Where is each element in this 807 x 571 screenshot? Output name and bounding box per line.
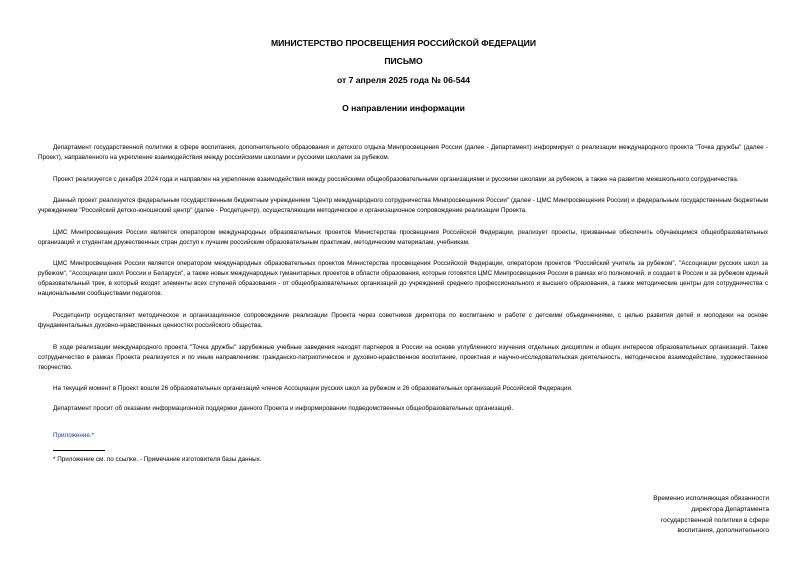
document-type: ПИСЬМО [384,56,423,66]
paragraph-5: ЦМС Минпросвещения России является оператором международных образовательных проектов Министерства просвещения Российской Федерации, оператором проектов "Российский учитель за рубежом", "Ассоциации русских школ за рубежом", "Ассоциации школ России и Беларуси", а также новых международных гуманитарных проектов в области образования, которые готовятся ЦМС Минпросвещения России в рамках его полномочий, и создает в России и за рубежом единый образовательный трек, в который входят элементы всех ступеней образования - от общеобразовательных организаций до учреждений среднего профессионального и высшего образования, а также методические центры для сотрудничества с национальными сообществами педагогов. [38,260,768,298]
paragraph-6: Росдетцентр осуществляет методическое и организационное сопровождение реализации Проекта через советников директора по воспитанию и работе с детскими объединениями, с целью развития детей и молодежи на основе фундаментальных духовно-нравственных ценностях российского общества. [38,311,768,329]
paragraph-9: Департамент просит об оказании информационной поддержки данного Проекта и информировании подведомственных общеобразовательных организаций. [53,405,514,413]
document-subject: О направлении информации [342,103,465,113]
signature-line-1: Временно исполняющая обязанности [653,495,769,502]
paragraph-3: Данный проект реализуется федеральным государственным бюджетным учреждением "Центр международного сотрудничества Минпросвещения России" (далее - ЦМС Минпросвещения России) и федеральным государственным бюджетным учреждением "Российский детско-юношеский центр" (далее - Росдетцентр), осуществляющим методическое и организационное сопровождение реализации Проекта. [38,197,768,215]
paragraph-4: ЦМС Минпросвещения России является оператором международных образовательных проектов Министерства просвещения Российской Федерации, реализует проекты, призванные обеспечить обучающимся общеобразовательных организаций и студентам дружественных стран доступ к лучшим российским образовательным практикам, методическим материалам, учебникам. [38,228,768,246]
signature-block [653,494,769,537]
footnote-divider [53,450,105,451]
paragraph-8: На текущий момент в Проект вошли 26 образовательных организаций членов Ассоциации русских школ за рубежом и 26 образовательных организаций Российской Федерации. [53,385,573,393]
footnote: * Приложение см. по ссылке. - Примечание изготовителя базы данных. [53,456,262,463]
ministry-title: МИНИСТЕРСТВО ПРОСВЕЩЕНИЯ РОССИЙСКОЙ ФЕДЕРАЦИИ [270,38,537,48]
paragraph-7: В ходе реализации международного проекта "Точка дружбы" зарубежные учебные заведения находят партнеров в России на основе углубленного изучения отдельных дисциплин и общих интересов образовательных организаций. Также сотрудничество в рамках Проекта реализуется и по иным направлениям: гражданско-патриотическое и духовно-нравственное воспитание, проектная и научно-исследовательская деятельность, методическое взаимодействие, художественное творчество. [38,343,768,371]
signature-line-4: воспитания, дополнительного [677,527,769,535]
document-body [38,143,768,442]
signature-line-3: государственной политики в сфере [660,516,769,524]
paragraph-1: Департамент государственной политики в сфере воспитания, дополнительного образования и детского отдыха Минпросвещения России (далее - Департамент) информирует о реализации международного проекта "Точка дружбы" (далее - Проект), направленного на укрепление взаимодействия между российскими школами и русскими школами за рубежом. [38,144,768,161]
paragraph-2: Проект реализуется с декабря 2024 года и направлен на укрепление взаимодействия между российскими общеобразовательными организациями и русскими школами за рубежом, а также на развитие межшкольного сотрудничества. [53,175,739,183]
attachment-link[interactable]: Приложение.* [53,432,95,440]
signature-line-2: директора Департамента [691,505,769,513]
document-date-number: от 7 апреля 2025 года № 06-544 [336,75,471,85]
